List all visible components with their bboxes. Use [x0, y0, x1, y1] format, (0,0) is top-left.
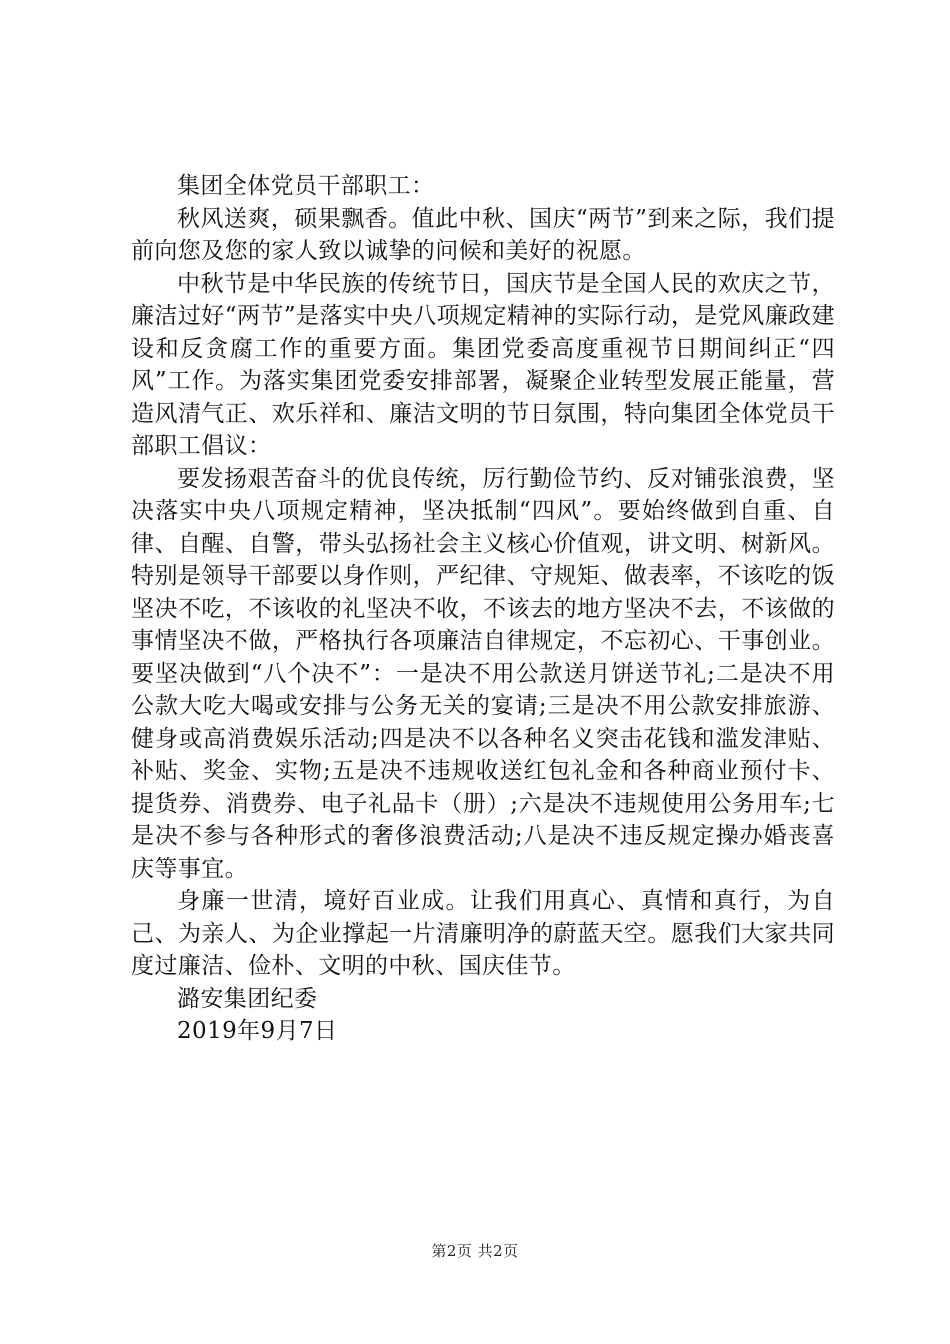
- document-body: [131, 170, 835, 1048]
- page-indicator: 第2页 共2页: [431, 1242, 519, 1260]
- paragraph-greeting: 秋风送爽，硕果飘香。值此中秋、国庆“两节”到来之际，我们提前向您及您的家人致以诚挚的问候和美好的祝愿。: [131, 205, 835, 264]
- salutation: 集团全体党员干部职工：: [177, 173, 435, 199]
- paragraph-background: 中秋节是中华民族的传统节日，国庆节是全国人民的欢庆之节，廉洁过好“两节”是落实中央八项规定精神的实际行动，是党风廉政建设和反贪腐工作的重要方面。集团党委高度重视节日期间纠正“四风”工作。为落实集团党委安排部署，凝聚企业转型发展正能量，营造风清气正、欢乐祥和、廉洁文明的节日氛围，特向集团全体党员干部职工倡议：: [131, 270, 835, 459]
- page-footer: [0, 1240, 950, 1261]
- paragraph-closing: 身廉一世清，境好百业成。让我们用真心、真情和真行，为自己、为亲人、为企业撑起一片清廉明净的蔚蓝天空。愿我们大家共同度过廉洁、俭朴、文明的中秋、国庆佳节。: [131, 888, 835, 979]
- paragraph-requirements: 要发扬艰苦奋斗的优良传统，厉行勤俭节约、反对铺张浪费，坚决落实中央八项规定精神，坚决抵制“四风”。要始终做到自重、自律、自醒、自警，带头弘扬社会主义核心价值观，讲文明、树新风。特别是领导干部要以身作则，严纪律、守规矩、做表率，不该吃的饭坚决不吃，不该收的礼坚决不收，不该去的地方坚决不去，不该做的事情坚决不做，严格执行各项廉洁自律规定，不忘初心、干事创业。要坚决做到“八个决不”：一是决不用公款送月饼送节礼;二是决不用公款大吃大喝或安排与公务无关的宴请;三是决不用公款安排旅游、健身或高消费娱乐活动;四是决不以各种名义突击花钱和滥发津贴、补贴、奖金、实物;五是决不违规收送红包礼金和各种商业预付卡、提货券、消费券、电子礼品卡（册）;六是决不违规使用公务用车;七是决不参与各种形式的奢侈浪费活动;八是决不违反规定操办婚丧喜庆等事宜。: [131, 465, 835, 882]
- signature: 潞安集团纪委: [177, 985, 318, 1012]
- date: 2019年9月7日: [177, 1018, 338, 1044]
